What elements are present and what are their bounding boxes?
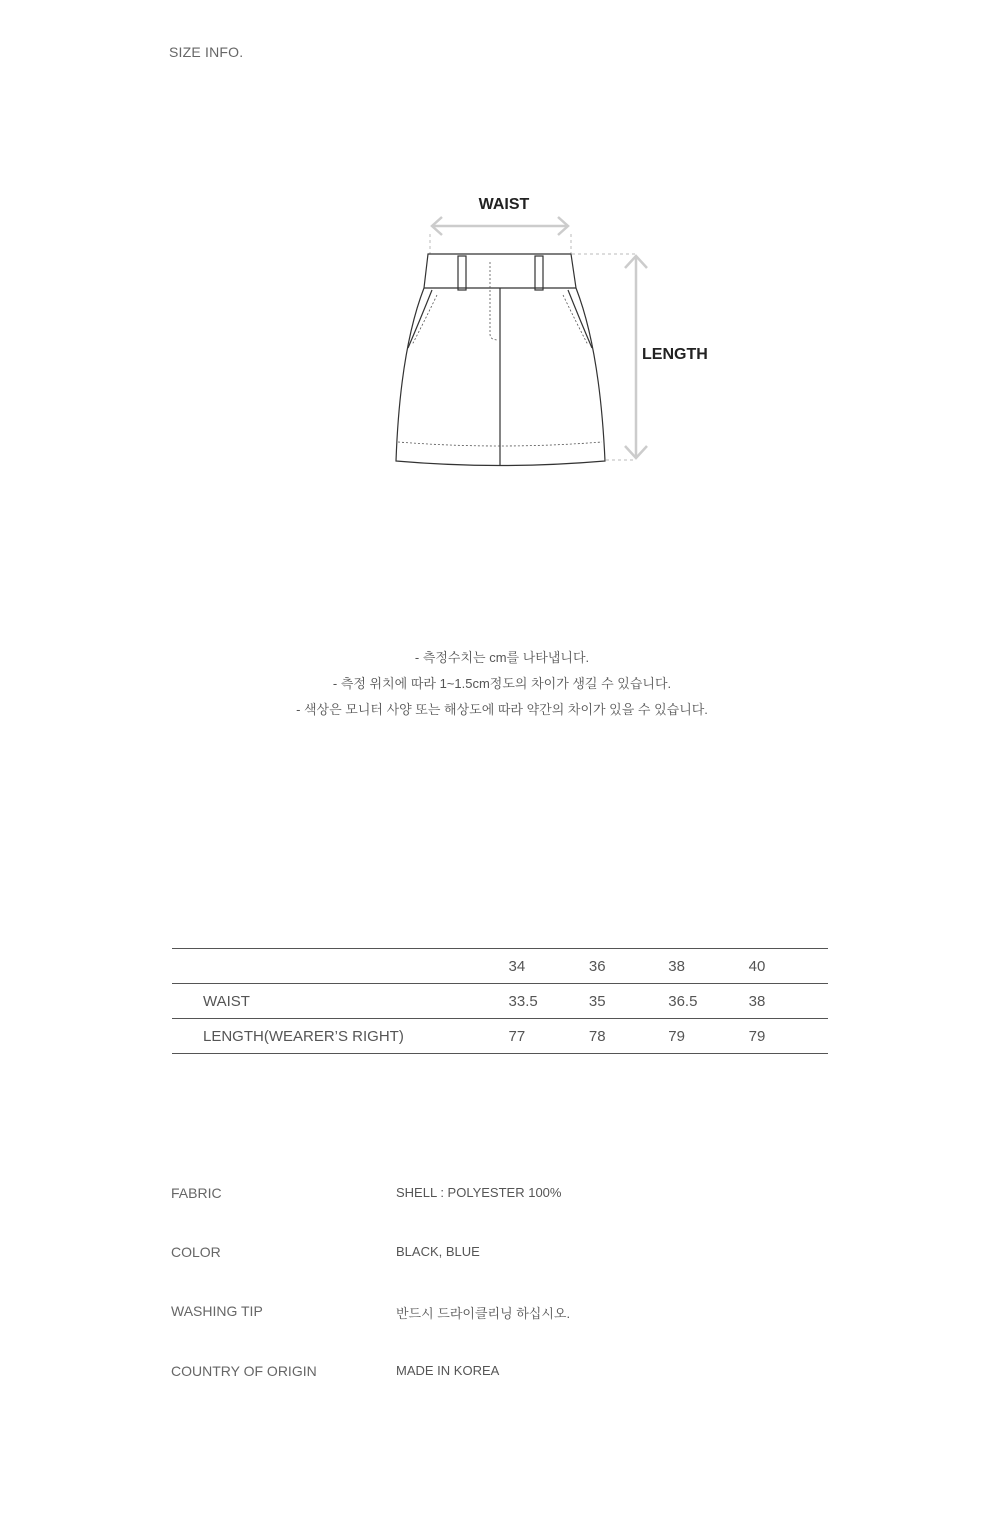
spec-value: SHELL : POLYESTER 100% [396,1185,562,1200]
measurement-notes [0,645,1000,723]
table-cell: 79 [668,1027,685,1045]
spec-label: WASHING TIP [171,1303,263,1319]
section-title: SIZE INFO. [169,44,244,60]
spec-value: BLACK, BLUE [396,1244,480,1259]
table-row [172,984,828,1019]
table-cell: 79 [748,1027,766,1045]
spec-row-fabric [171,1185,771,1205]
table-cell: 36.5 [668,992,698,1010]
waist-arrow [432,217,568,235]
spec-row-country-of-origin [171,1363,771,1383]
header-cell: 38 [668,957,685,975]
table-cell: 35 [588,992,606,1010]
header-cell: 34 [508,957,526,975]
spec-value: 반드시 드라이클리닝 하십시오. [396,1306,571,1321]
note-line: - 색상은 모니터 사양 또는 해상도에 따라 약간의 차이가 있을 수 있습니다. [296,702,708,717]
length-label: LENGTH [642,346,708,363]
table-row [172,1019,828,1054]
table-header-row [172,949,828,984]
spec-row-color [171,1244,771,1264]
table-cell: 33.5 [508,992,538,1010]
spec-label: FABRIC [171,1185,222,1201]
spec-label: COUNTRY OF ORIGIN [171,1363,317,1379]
skirt-diagram [380,190,740,480]
table-cell: 78 [588,1027,606,1045]
spec-label: COLOR [171,1244,221,1260]
row-label: WAIST [203,992,250,1010]
header-cell: 40 [748,957,766,975]
header-cell: 36 [588,957,606,975]
size-table [172,948,828,1054]
note-line: - 측정 위치에 따라 1~1.5cm정도의 차이가 생길 수 있습니다. [332,676,672,691]
spec-row-washing-tip [171,1303,771,1323]
spec-value: MADE IN KOREA [396,1363,500,1378]
waist-label: WAIST [478,196,530,213]
table-cell: 77 [508,1027,526,1045]
skirt-outline [396,254,605,466]
table-cell: 38 [748,992,766,1010]
header-cell [172,949,509,984]
note-line: - 측정수치는 cm를 나타냅니다. [414,650,590,665]
row-label: LENGTH(WEARER’S RIGHT) [203,1027,404,1045]
skirt-illustration [380,190,740,480]
